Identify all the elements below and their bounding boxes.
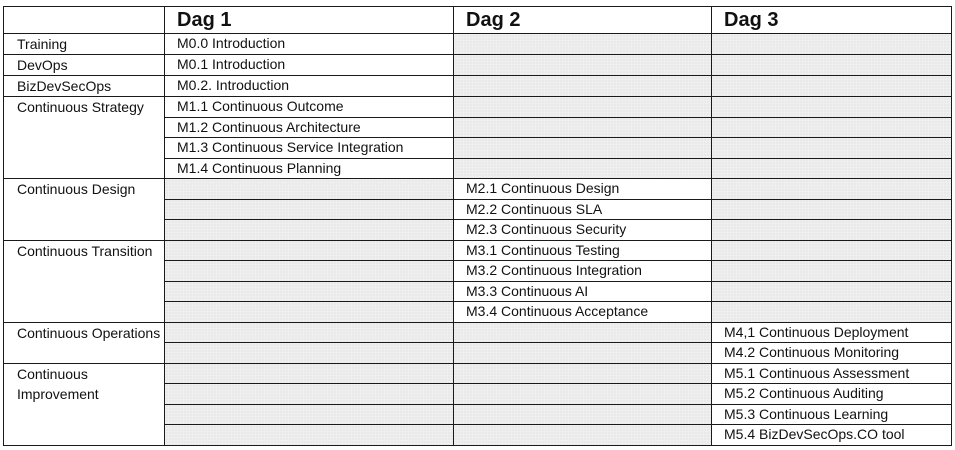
empty-cell — [165, 302, 454, 323]
module-cell: M4.2 Continuous Monitoring — [712, 343, 952, 364]
empty-cell — [454, 384, 712, 405]
empty-cell — [454, 343, 712, 364]
empty-cell — [454, 158, 712, 179]
module-cell: M3.4 Continuous Acceptance — [454, 302, 712, 323]
empty-cell — [454, 363, 712, 384]
module-cell: M2.2 Continuous SLA — [454, 199, 712, 220]
table-row — [4, 240, 952, 261]
empty-cell — [165, 281, 454, 302]
module-cell: M1.2 Continuous Architecture — [165, 117, 454, 138]
empty-cell — [165, 343, 454, 364]
empty-cell — [712, 261, 952, 282]
empty-cell — [454, 138, 712, 159]
empty-cell — [165, 322, 454, 343]
header-day-1: Dag 1 — [165, 7, 454, 34]
module-cell: M5.4 BizDevSecOps.CO tool — [712, 425, 952, 446]
module-cell: M2.3 Continuous Security — [454, 220, 712, 241]
empty-cell — [712, 117, 952, 138]
empty-cell — [165, 240, 454, 261]
empty-cell — [712, 55, 952, 76]
category-cell: Training — [4, 34, 165, 55]
module-cell: M5.2 Continuous Auditing — [712, 384, 952, 405]
module-cell: M1.4 Continuous Planning — [165, 158, 454, 179]
header-category — [4, 7, 165, 34]
empty-cell — [165, 425, 454, 446]
module-cell: M5.1 Continuous Assessment — [712, 363, 952, 384]
category-cell: Continuous Operations — [4, 322, 165, 363]
table-row — [4, 34, 952, 55]
schedule-body — [4, 34, 952, 446]
module-cell: M4,1 Continuous Deployment — [712, 322, 952, 343]
category-cell: DevOps — [4, 55, 165, 76]
module-cell: M5.3 Continuous Learning — [712, 404, 952, 425]
table-row — [4, 179, 952, 200]
schedule-table — [3, 6, 952, 446]
empty-cell — [165, 261, 454, 282]
empty-cell — [712, 220, 952, 241]
empty-cell — [454, 425, 712, 446]
module-cell: M0.1 Introduction — [165, 55, 454, 76]
table-row — [4, 55, 952, 76]
empty-cell — [454, 97, 712, 118]
empty-cell — [454, 55, 712, 76]
category-cell: Continuous Improvement — [4, 363, 165, 445]
empty-cell — [454, 404, 712, 425]
empty-cell — [712, 76, 952, 97]
empty-cell — [165, 363, 454, 384]
module-cell: M3.2 Continuous Integration — [454, 261, 712, 282]
empty-cell — [165, 404, 454, 425]
empty-cell — [454, 34, 712, 55]
empty-cell — [712, 240, 952, 261]
category-cell: BizDevSecOps — [4, 76, 165, 97]
empty-cell — [165, 199, 454, 220]
header-row — [4, 7, 952, 34]
module-cell: M3.3 Continuous AI — [454, 281, 712, 302]
empty-cell — [165, 179, 454, 200]
empty-cell — [712, 34, 952, 55]
header-day-2: Dag 2 — [454, 7, 712, 34]
empty-cell — [712, 199, 952, 220]
category-cell: Continuous Design — [4, 179, 165, 241]
empty-cell — [712, 281, 952, 302]
empty-cell — [454, 322, 712, 343]
table-row — [4, 322, 952, 343]
module-cell: M3.1 Continuous Testing — [454, 240, 712, 261]
empty-cell — [165, 220, 454, 241]
empty-cell — [165, 384, 454, 405]
empty-cell — [712, 97, 952, 118]
header-day-3: Dag 3 — [712, 7, 952, 34]
empty-cell — [712, 138, 952, 159]
empty-cell — [712, 302, 952, 323]
table-row — [4, 97, 952, 118]
category-cell: Continuous Strategy — [4, 97, 165, 179]
empty-cell — [454, 117, 712, 138]
module-cell: M1.1 Continuous Outcome — [165, 97, 454, 118]
table-row — [4, 363, 952, 384]
empty-cell — [712, 179, 952, 200]
empty-cell — [454, 76, 712, 97]
module-cell: M0.0 Introduction — [165, 34, 454, 55]
module-cell: M2.1 Continuous Design — [454, 179, 712, 200]
table-row — [4, 76, 952, 97]
module-cell: M1.3 Continuous Service Integration — [165, 138, 454, 159]
module-cell: M0.2. Introduction — [165, 76, 454, 97]
category-cell: Continuous Transition — [4, 240, 165, 322]
empty-cell — [712, 158, 952, 179]
